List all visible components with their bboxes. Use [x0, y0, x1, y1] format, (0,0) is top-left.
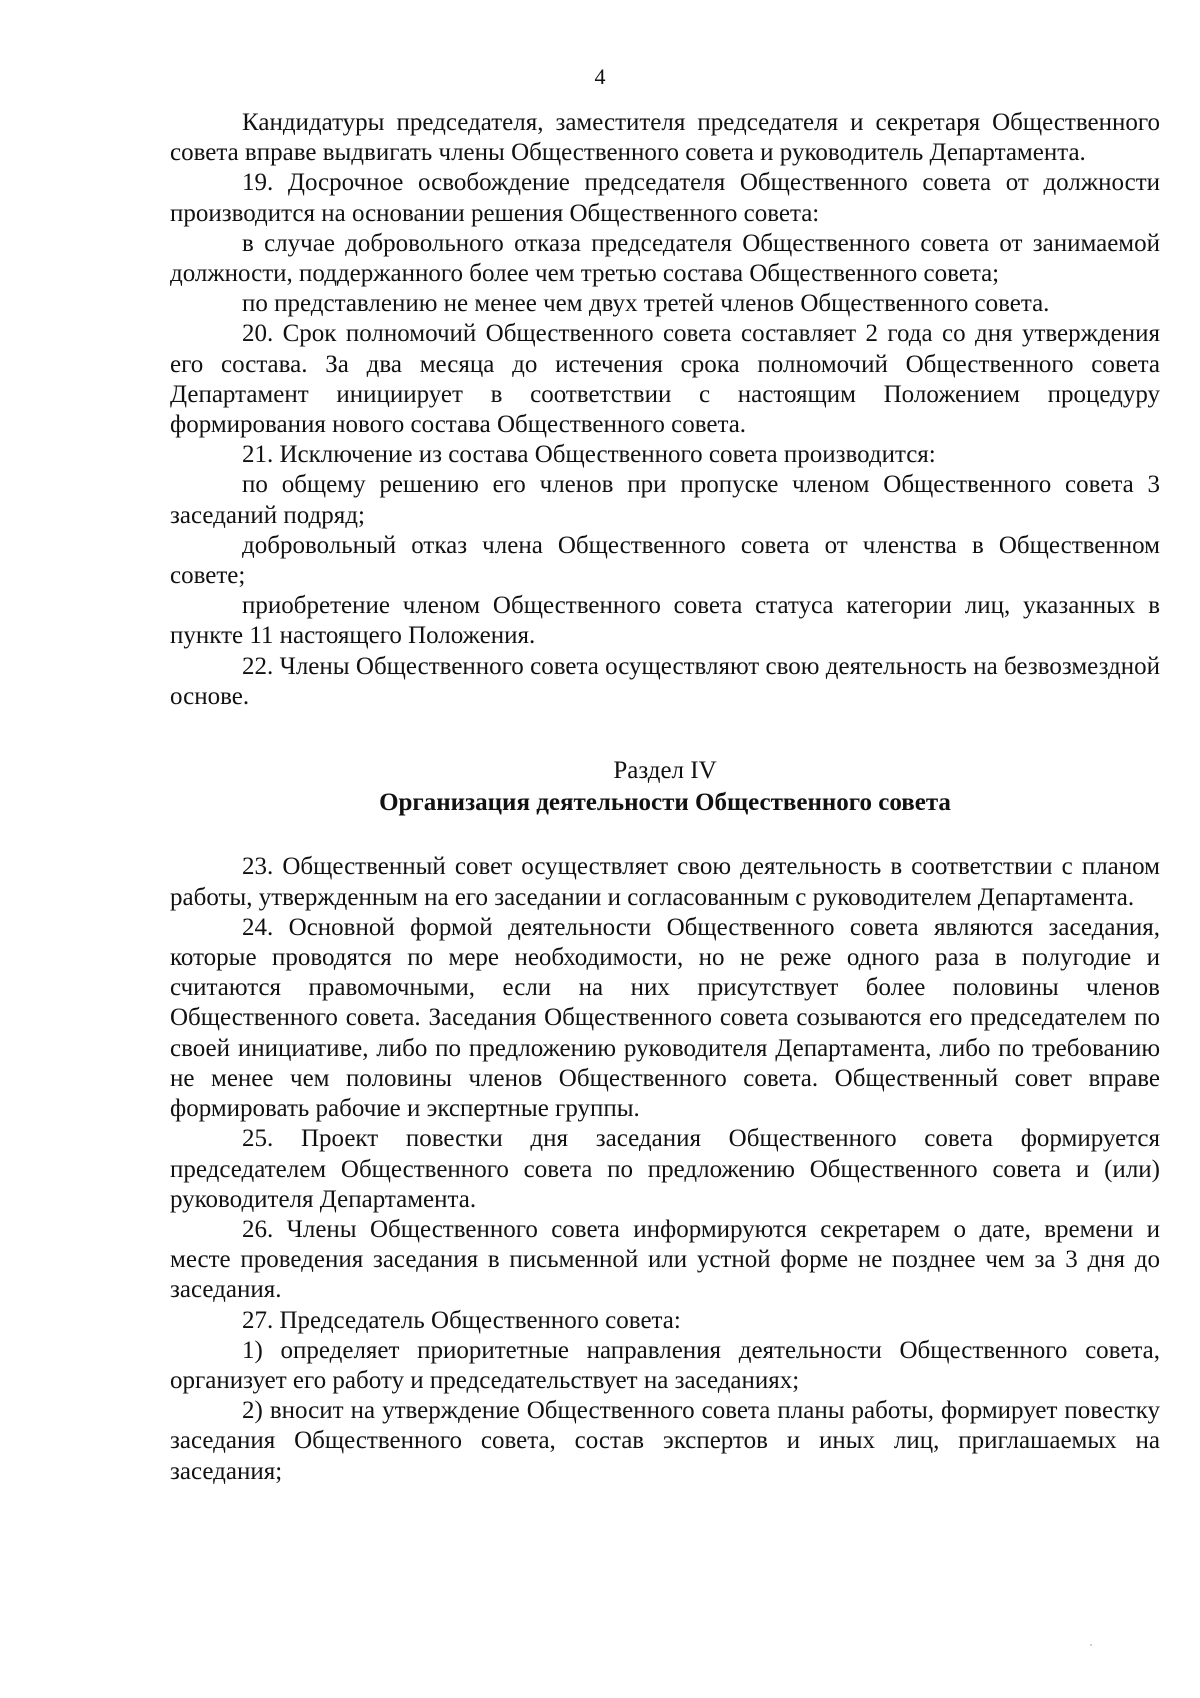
paragraph-19-two-thirds: по представлению не менее чем двух третей членов Общественного совета. — [242, 290, 1050, 318]
paragraph-21: 21. Исключение из состава Общественного совета производится: — [242, 441, 936, 469]
paragraph-22: 22. Члены Общественного совета осуществляют свою деятельность на безвозмездной основе. — [170, 652, 1160, 710]
paragraph-21-absence: по общему решению его членов при пропуске членом Общественного совета 3 заседаний подряд; — [170, 471, 1160, 529]
paragraph-24: 24. Основной формой деятельности Общественного совета являются заседания, которые проводятся по мере необходимости, но не реже одного раза в полугодие и считаются правомочными, если на них присутствует более половины членов Общественного совета. Заседания Общественного совета созываются его председателем по своей инициативе, либо по предложению руководителя Департамента, либо по требованию не менее чем половины членов Общественного совета. Общественный совет вправе формировать рабочие и экспертные группы. — [170, 913, 1160, 1123]
paragraph-19-voluntary-resignation: в случае добровольного отказа председателя Общественного совета от занимаемой должности, поддержанного более чем третью состава Общественного совета; — [170, 229, 1160, 288]
paragraph-27-item-1: 1) определяет приоритетные направления деятельности Общественного совета, организует его работу и председательствует на заседаниях; — [170, 1336, 1160, 1394]
paragraph-candidates: Кандидатуры председателя, заместителя председателя и секретаря Общественного совета вправе выдвигать члены Общественного совета и руководитель Департамента. — [170, 109, 1160, 167]
document-body — [170, 108, 1160, 1487]
section-number: Раздел IV — [613, 757, 717, 785]
paragraph-27: 27. Председатель Общественного совета: — [242, 1306, 681, 1334]
paragraph-19: 19. Досрочное освобождение председателя Общественного совета от должности производится на основании решения Общественного совета: — [170, 169, 1160, 227]
paragraph-26: 26. Члены Общественного совета информируются секретарем о дате, времени и месте проведения заседания в письменной или устной форме не позднее чем за 3 дня до заседания. — [170, 1215, 1160, 1304]
section-heading — [170, 756, 1160, 818]
paragraph-25: 25. Проект повестки дня заседания Общественного совета формируется председателем Общественного совета по предложению Общественного совета и (или) руководителя Департамента. — [170, 1125, 1160, 1213]
paragraph-27-item-2: 2) вносит на утверждение Общественного совета планы работы, формирует повестку заседания Общественного совета, состав экспертов и иных лиц, приглашаемых на заседания; — [170, 1397, 1160, 1485]
paragraph-21-voluntary-exit: добровольный отказ члена Общественного совета от членства в Общественном совете; — [170, 531, 1160, 590]
section-title: Организация деятельности Общественного совета — [379, 789, 951, 817]
scan-speck — [1090, 1644, 1092, 1646]
paragraph-21-status: приобретение членом Общественного совета статуса категории лиц, указанных в пункте 11 настоящего Положения. — [170, 592, 1160, 650]
paragraph-20: 20. Срок полномочий Общественного совета составляет 2 года со дня утверждения его состава. За два месяца до истечения срока полномочий Общественного совета Департамент инициирует в соответствии с настоящим Положением процедуру формирования нового состава Общественного совета. — [170, 320, 1160, 439]
page-number: 4 — [594, 64, 606, 89]
paragraph-23: 23. Общественный совет осуществляет свою деятельность в соответствии с планом работы, утвержденным на его заседании и согласованным с руководителем Департамента. — [170, 853, 1160, 911]
